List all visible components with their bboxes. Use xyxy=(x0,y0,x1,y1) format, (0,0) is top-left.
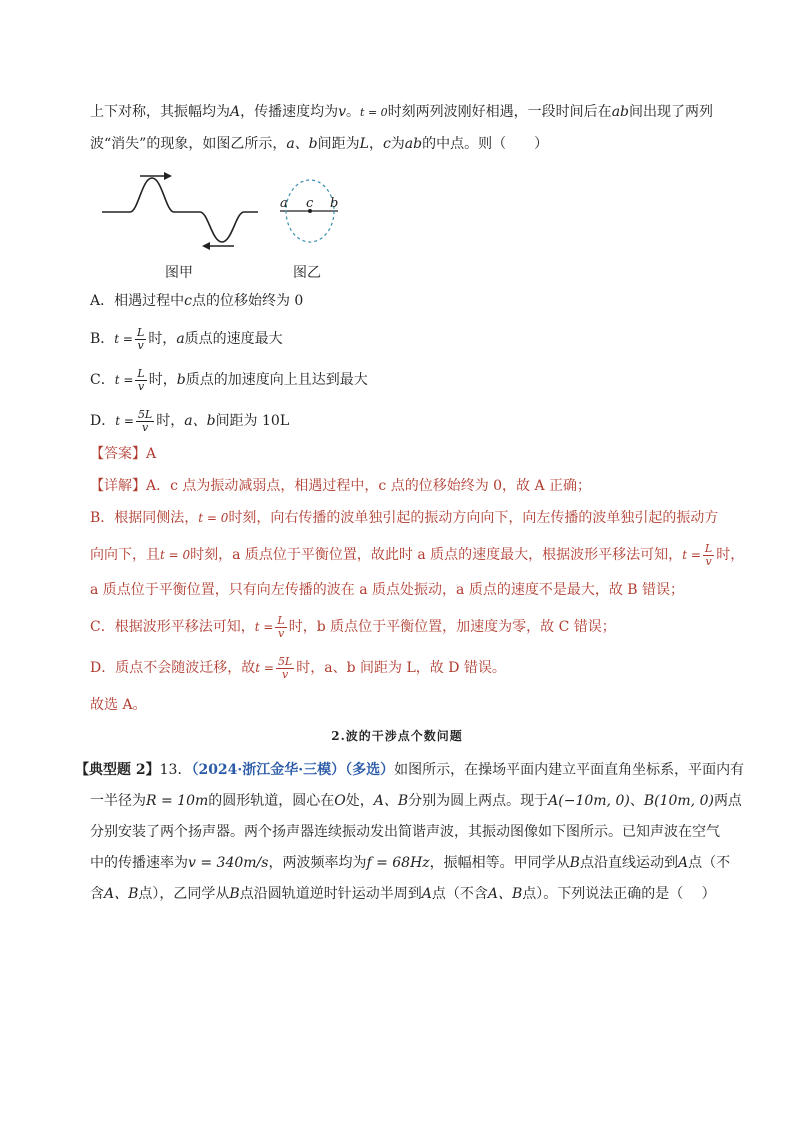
figure-jia-wave xyxy=(100,170,260,250)
frac-num: L xyxy=(277,613,285,627)
var-v: v xyxy=(338,104,347,120)
text: B． xyxy=(90,331,115,347)
var-A: A xyxy=(677,855,689,871)
answer-value: A xyxy=(146,446,157,462)
frac-num: L xyxy=(704,541,713,555)
text: 分别为圆上两点。现于 xyxy=(408,793,549,809)
var-t: t = xyxy=(115,414,134,428)
text: 处， xyxy=(345,793,374,809)
text: 点），乙同学从 xyxy=(138,886,230,902)
frac-den: v xyxy=(277,626,285,640)
var-A: A xyxy=(230,104,241,120)
text: 向向下，且 xyxy=(90,547,160,563)
var-ab: ab xyxy=(404,136,423,152)
problem-source: （2024·浙江金华·三模）（多选） xyxy=(191,762,395,778)
intro-line-2 xyxy=(90,134,724,154)
text: 的中点。则（ ） xyxy=(422,136,549,152)
text: 、 xyxy=(629,793,644,809)
problem-line-5 xyxy=(90,884,724,904)
text: a 质点位于平衡位置，只有向左传播的波在 a 质点处振动，a 质点的速度不是最大，故 B 错误； xyxy=(90,582,685,598)
explain-line-3 xyxy=(90,541,745,568)
var: b xyxy=(176,372,186,388)
text: ，传播速度均为 xyxy=(240,104,339,120)
var-t: t = xyxy=(114,373,134,387)
arrow-left-icon xyxy=(202,242,234,250)
fraction xyxy=(703,543,714,568)
fraction xyxy=(135,327,146,352)
var-B: B xyxy=(569,855,580,871)
frac-num: 5L xyxy=(137,407,153,421)
var-v: v = 340m/s xyxy=(188,855,269,871)
text: 时， xyxy=(148,372,177,388)
fraction xyxy=(135,368,146,393)
frac-den: v xyxy=(141,420,149,434)
var-t: t = xyxy=(682,548,701,562)
var-O: O xyxy=(334,793,346,809)
text: 一半径为 xyxy=(90,793,146,809)
fraction xyxy=(136,409,154,434)
figure-yi-diagram xyxy=(278,176,344,246)
intro-line-1 xyxy=(90,102,724,123)
var-ab: ab xyxy=(611,104,629,120)
fraction xyxy=(275,615,286,640)
var-L: L xyxy=(359,136,369,152)
problem-line-3 xyxy=(90,822,724,842)
text: 波“消失”的现象，如图乙所示， xyxy=(90,136,287,152)
text: 时刻，a 质点位于平衡位置，故此时 a 质点的速度最大，根据波形平移法可知， xyxy=(190,547,683,563)
var: c xyxy=(184,293,192,309)
text: A．c 点为振动减弱点，相遇过程中，c 点的位移始终为 0，故 A 正确； xyxy=(146,478,592,494)
var-R: R = 10m xyxy=(146,793,209,809)
text: 时，a、b 间距为 L，故 D 错误。 xyxy=(296,660,506,676)
fraction xyxy=(276,656,294,681)
text: A．相遇过程中 xyxy=(90,293,185,309)
explain-line-1 xyxy=(90,476,724,496)
var-t: t = xyxy=(114,332,133,346)
wave-path xyxy=(102,178,258,242)
var-ab: a、b xyxy=(286,136,318,152)
var-A-coord: A(−10m, 0) xyxy=(548,793,630,809)
text: 点沿圆轨道逆时针运动半周到 xyxy=(239,886,422,902)
label-b: b xyxy=(330,196,339,211)
text: 。 xyxy=(346,104,361,120)
text: ，两波频率均为 xyxy=(268,855,367,871)
text: 中的传播速率为 xyxy=(90,855,188,871)
text: C． xyxy=(90,372,115,388)
var-t0: t = 0 xyxy=(198,511,229,525)
text: 如图所示，在操场平面内建立平面直角坐标系，平面内有 xyxy=(394,762,745,778)
text: 质点的速度最大 xyxy=(184,331,283,347)
text: 时，b 质点位于平衡位置，加速度为零，故 C 错误； xyxy=(288,619,616,635)
var-t0: t = 0 xyxy=(160,548,191,562)
text: D．质点不会随波迁移，故 xyxy=(90,660,256,676)
label-a: a xyxy=(280,196,288,211)
frac-den: v xyxy=(281,667,289,681)
var: a xyxy=(176,331,185,347)
explain-line-6 xyxy=(90,655,724,681)
text: 间出现了两列 xyxy=(629,104,713,120)
var-AB: A、B xyxy=(373,793,409,809)
var-AB: A、B xyxy=(104,886,139,902)
option-c xyxy=(90,367,724,393)
option-a xyxy=(90,291,724,311)
text: 间距为 10L xyxy=(215,413,290,429)
explain-line-7 xyxy=(90,695,724,715)
explain-line-5 xyxy=(90,614,724,640)
text: 时刻，向右传播的波单独引起的振动方向向下，向左传播的波单独引起的振动方 xyxy=(228,510,719,526)
explain-line-2 xyxy=(90,508,724,528)
answer-label: 【答案】 xyxy=(90,446,146,462)
problem-tag: 【典型题 2】 xyxy=(75,762,160,778)
text: 两点 xyxy=(713,793,742,809)
text: 时， xyxy=(156,413,185,429)
text: 时刻两列波刚好相遇，一段时间后在 xyxy=(387,104,612,120)
section-title: 2.波的干涉点个数问题 xyxy=(331,729,463,743)
arrow-right-icon xyxy=(140,172,172,180)
text: 间距为 xyxy=(317,136,360,152)
label-c: c xyxy=(306,196,314,211)
problem-line-4 xyxy=(90,853,731,873)
frac-num: L xyxy=(137,325,145,339)
explain-line-4 xyxy=(90,580,724,600)
text: ，振幅相等。甲同学从 xyxy=(429,855,570,871)
text: 质点的加速度向上且达到最大 xyxy=(185,372,368,388)
var-AB: A、B xyxy=(487,886,523,902)
frac-den: v xyxy=(137,338,144,352)
var-t: t = xyxy=(255,661,274,675)
text: 上下对称，其振幅均为 xyxy=(90,104,230,120)
frac-num: L xyxy=(137,366,145,380)
text: 点（不含 xyxy=(431,886,488,902)
text: 含 xyxy=(90,886,104,902)
frac-num: 5L xyxy=(277,654,293,668)
problem-line-2 xyxy=(90,791,742,811)
explain-label: 【详解】 xyxy=(90,478,146,494)
text: C．根据波形平移法可知， xyxy=(90,619,255,635)
text: 点）。下列说法正确的是（ ） xyxy=(522,886,716,902)
var-c: c xyxy=(382,136,391,152)
var-f: f = 68Hz xyxy=(366,855,430,871)
option-d xyxy=(90,408,724,434)
problem-line-1 xyxy=(75,760,745,780)
text: ， xyxy=(368,136,383,152)
text: 分别安装了两个扬声器。两个扬声器连续振动发出简谐声波，其振动图像如下图所示。已知声波在空气 xyxy=(90,824,720,840)
frac-den: v xyxy=(705,554,712,568)
text: 时， xyxy=(716,547,745,563)
answer-line xyxy=(90,444,724,464)
caption-yi: 图乙 xyxy=(293,265,321,281)
text: 时， xyxy=(148,331,177,347)
var-B: B xyxy=(229,886,240,902)
text: 点的位移始终为 0 xyxy=(191,293,304,309)
text: 点（不 xyxy=(688,855,731,871)
var-A: A xyxy=(421,886,432,902)
text: B．根据同侧法， xyxy=(90,510,199,526)
var-t: t = xyxy=(254,620,274,634)
text: 故选 A。 xyxy=(90,697,147,713)
text: 点沿直线运动到 xyxy=(579,855,678,871)
text: D． xyxy=(90,413,116,429)
var: a、b xyxy=(184,413,216,429)
problem-number: 13． xyxy=(159,762,192,778)
text: 为 xyxy=(390,136,405,152)
option-b xyxy=(90,326,724,352)
text: 的圆形轨道，圆心在 xyxy=(208,793,335,809)
var-t0: t = 0 xyxy=(360,106,388,119)
frac-den: v xyxy=(137,379,145,393)
var-B-coord: B(10m, 0) xyxy=(643,793,714,809)
caption-jia: 图甲 xyxy=(165,265,193,281)
